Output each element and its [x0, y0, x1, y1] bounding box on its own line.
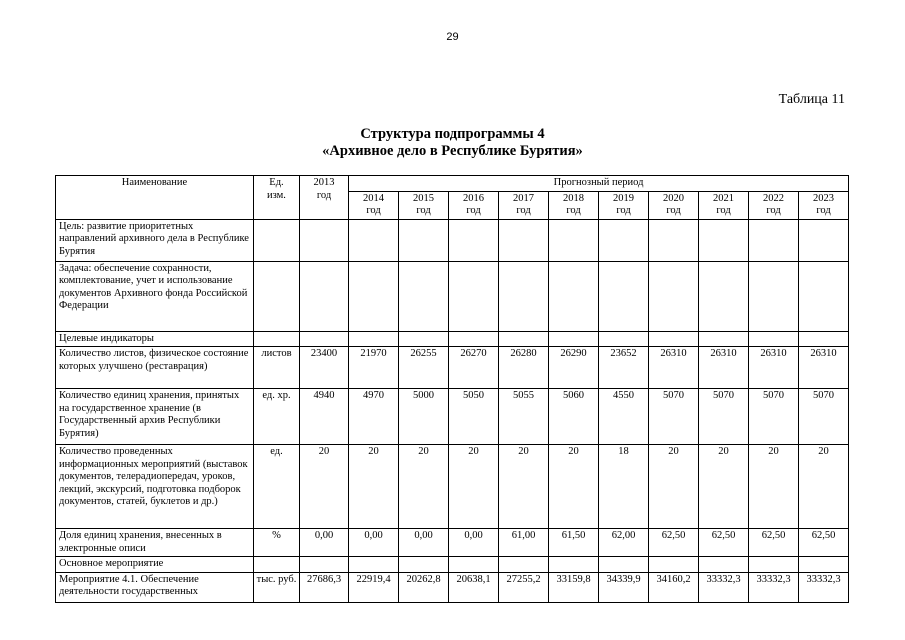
- row-value: [799, 219, 849, 261]
- row-name: Задача: обеспечение сохранности, комплектование, учет и использование документов Архивного фонда Российской Федерации: [56, 261, 254, 331]
- row-name: Количество листов, физическое состояние которых улучшено (реставрация): [56, 347, 254, 389]
- row-value: [549, 261, 599, 331]
- row-value: 18: [599, 445, 649, 529]
- header-year-number: 2019: [613, 192, 634, 204]
- row-name: Цель: развитие приоритетных направлений архивного дела в Республике Бурятия: [56, 219, 254, 261]
- row-value: 26290: [549, 347, 599, 389]
- header-base-year-number: 2013: [313, 177, 335, 188]
- header-year-suffix: год: [466, 205, 481, 216]
- row-unit: листов: [254, 347, 300, 389]
- header-year-2016: [449, 191, 499, 219]
- row-value: 0,00: [449, 529, 499, 557]
- page-number: 29: [446, 31, 459, 43]
- row-unit: тыс. руб.: [254, 572, 300, 602]
- row-value: 5050: [449, 389, 499, 445]
- row-value: [549, 557, 599, 573]
- row-value: [399, 261, 449, 331]
- row-value: [699, 331, 749, 347]
- row-value: [349, 219, 399, 261]
- document-title: [0, 126, 905, 160]
- row-value: 62,50: [749, 529, 799, 557]
- table-row: [56, 572, 849, 602]
- row-value: [699, 261, 749, 331]
- row-value: [649, 331, 699, 347]
- row-value: [599, 219, 649, 261]
- row-value: 20: [399, 445, 449, 529]
- row-value: [499, 219, 549, 261]
- row-value: [649, 261, 699, 331]
- header-year-suffix: год: [566, 205, 581, 216]
- row-unit: [254, 261, 300, 331]
- row-value: [449, 557, 499, 573]
- row-value: 21970: [349, 347, 399, 389]
- row-value: [499, 331, 549, 347]
- subprogram-structure-table: [55, 175, 849, 603]
- row-unit: [254, 219, 300, 261]
- header-year-number: 2021: [713, 192, 734, 204]
- row-value: 0,00: [399, 529, 449, 557]
- header-year-suffix: год: [716, 205, 731, 216]
- row-value: 5060: [549, 389, 599, 445]
- header-base-year: [300, 176, 349, 220]
- row-value: [799, 261, 849, 331]
- row-value: [349, 331, 399, 347]
- header-year-suffix: год: [616, 205, 631, 216]
- header-year-2018: [549, 191, 599, 219]
- row-unit: [254, 331, 300, 347]
- table-row: [56, 347, 849, 389]
- row-value: [749, 261, 799, 331]
- header-unit-line-2: изм.: [267, 189, 286, 201]
- row-value: 4940: [300, 389, 349, 445]
- row-value: 20: [749, 445, 799, 529]
- row-value: [749, 331, 799, 347]
- row-value: [799, 557, 849, 573]
- row-value: [449, 261, 499, 331]
- header-year-number: 2018: [563, 192, 584, 204]
- row-value: 5055: [499, 389, 549, 445]
- row-value: 20: [349, 445, 399, 529]
- row-name: Доля единиц хранения, внесенных в электронные описи: [56, 529, 254, 557]
- row-value: [449, 219, 499, 261]
- row-name: Целевые индикаторы: [56, 331, 254, 347]
- row-value: 62,50: [649, 529, 699, 557]
- row-value: 20: [799, 445, 849, 529]
- row-value: [749, 557, 799, 573]
- table-row: [56, 445, 849, 529]
- row-value: 5070: [699, 389, 749, 445]
- row-value: 33332,3: [799, 572, 849, 602]
- header-year-number: 2023: [813, 192, 835, 204]
- row-value: [749, 219, 799, 261]
- row-value: 5070: [799, 389, 849, 445]
- row-name: Основное мероприятие: [56, 557, 254, 573]
- row-unit: ед.: [254, 445, 300, 529]
- row-value: 33332,3: [749, 572, 799, 602]
- row-value: 26270: [449, 347, 499, 389]
- row-value: 5070: [749, 389, 799, 445]
- header-year-suffix: год: [366, 205, 381, 216]
- header-year-2022: [749, 191, 799, 219]
- row-value: 4550: [599, 389, 649, 445]
- header-year-suffix: год: [516, 205, 531, 216]
- table-row: [56, 557, 849, 573]
- row-value: [599, 331, 649, 347]
- header-year-number: 2014: [363, 192, 384, 204]
- row-value: 20: [300, 445, 349, 529]
- row-value: [649, 219, 699, 261]
- row-value: [549, 331, 599, 347]
- row-value: [599, 261, 649, 331]
- row-value: [399, 331, 449, 347]
- row-value: 33159,8: [549, 572, 599, 602]
- table-row: [56, 529, 849, 557]
- header-year-suffix: год: [416, 205, 431, 216]
- header-base-year-suffix: год: [316, 189, 332, 201]
- row-unit: [254, 557, 300, 573]
- table-label: Таблица 11: [778, 92, 845, 107]
- row-value: [699, 557, 749, 573]
- row-value: 20: [649, 445, 699, 529]
- row-value: 22919,4: [349, 572, 399, 602]
- row-value: 5000: [399, 389, 449, 445]
- row-value: 0,00: [300, 529, 349, 557]
- table-row: [56, 389, 849, 445]
- row-value: 34160,2: [649, 572, 699, 602]
- row-value: 20638,1: [449, 572, 499, 602]
- header-year-number: 2017: [513, 192, 534, 204]
- row-value: 20: [549, 445, 599, 529]
- header-year-suffix: год: [766, 205, 781, 216]
- row-value: [499, 557, 549, 573]
- row-value: 26310: [749, 347, 799, 389]
- row-value: [649, 557, 699, 573]
- header-year-2019: [599, 191, 649, 219]
- header-year-2021: [699, 191, 749, 219]
- row-unit: ед. хр.: [254, 389, 300, 445]
- row-value: 27686,3: [300, 572, 349, 602]
- row-value: 61,00: [499, 529, 549, 557]
- row-value: 62,00: [599, 529, 649, 557]
- row-value: 33332,3: [699, 572, 749, 602]
- row-value: [399, 219, 449, 261]
- row-name: Количество единиц хранения, принятых на государственное хранение (в Государственный архив Республики Бурятия): [56, 389, 254, 445]
- row-value: [599, 557, 649, 573]
- row-value: 23400: [300, 347, 349, 389]
- row-name: Мероприятие 4.1. Обеспечение деятельности государственных: [56, 572, 254, 602]
- header-year-suffix: год: [666, 205, 681, 216]
- header-year-number: 2022: [763, 192, 784, 204]
- header-year-number: 2020: [663, 192, 684, 204]
- table-row: [56, 261, 849, 331]
- row-value: [399, 557, 449, 573]
- title-line-2: «Архивное дело в Республике Бурятия»: [322, 143, 583, 159]
- row-value: [499, 261, 549, 331]
- row-value: 20: [499, 445, 549, 529]
- header-year-number: 2015: [413, 192, 434, 204]
- table-row: [56, 219, 849, 261]
- row-value: 26255: [399, 347, 449, 389]
- row-value: 34339,9: [599, 572, 649, 602]
- header-year-2020: [649, 191, 699, 219]
- row-value: 62,50: [799, 529, 849, 557]
- title-line-1: Структура подпрограммы 4: [360, 126, 545, 142]
- row-value: 20: [449, 445, 499, 529]
- row-value: 26280: [499, 347, 549, 389]
- row-value: 61,50: [549, 529, 599, 557]
- row-value: [349, 557, 399, 573]
- table-row: [56, 331, 849, 347]
- row-value: 26310: [699, 347, 749, 389]
- header-unit: [254, 176, 300, 220]
- row-value: [349, 261, 399, 331]
- row-value: [300, 219, 349, 261]
- row-value: 62,50: [699, 529, 749, 557]
- row-value: 20262,8: [399, 572, 449, 602]
- row-value: 26310: [799, 347, 849, 389]
- header-forecast-period: Прогнозный период: [349, 176, 849, 192]
- row-value: 26310: [649, 347, 699, 389]
- row-value: [799, 331, 849, 347]
- row-value: [300, 261, 349, 331]
- row-value: 4970: [349, 389, 399, 445]
- header-year-number: 2016: [463, 192, 484, 204]
- row-value: 20: [699, 445, 749, 529]
- row-value: 0,00: [349, 529, 399, 557]
- header-unit-line-1: Ед.: [269, 177, 284, 188]
- header-year-suffix: год: [816, 205, 831, 216]
- header-year-2014: [349, 191, 399, 219]
- row-value: 23652: [599, 347, 649, 389]
- row-unit: %: [254, 529, 300, 557]
- header-name: Наименование: [56, 176, 254, 220]
- header-year-2017: [499, 191, 549, 219]
- header-year-2023: [799, 191, 849, 219]
- row-value: 5070: [649, 389, 699, 445]
- row-value: [449, 331, 499, 347]
- row-value: [300, 331, 349, 347]
- row-value: [300, 557, 349, 573]
- row-name: Количество проведенных информационных мероприятий (выставок документов, телерадиопередач, уроков, лекций, экскурсий, подготовка подборок документов, статей, буклетов и др.): [56, 445, 254, 529]
- row-value: 27255,2: [499, 572, 549, 602]
- header-year-2015: [399, 191, 449, 219]
- row-value: [549, 219, 599, 261]
- row-value: [699, 219, 749, 261]
